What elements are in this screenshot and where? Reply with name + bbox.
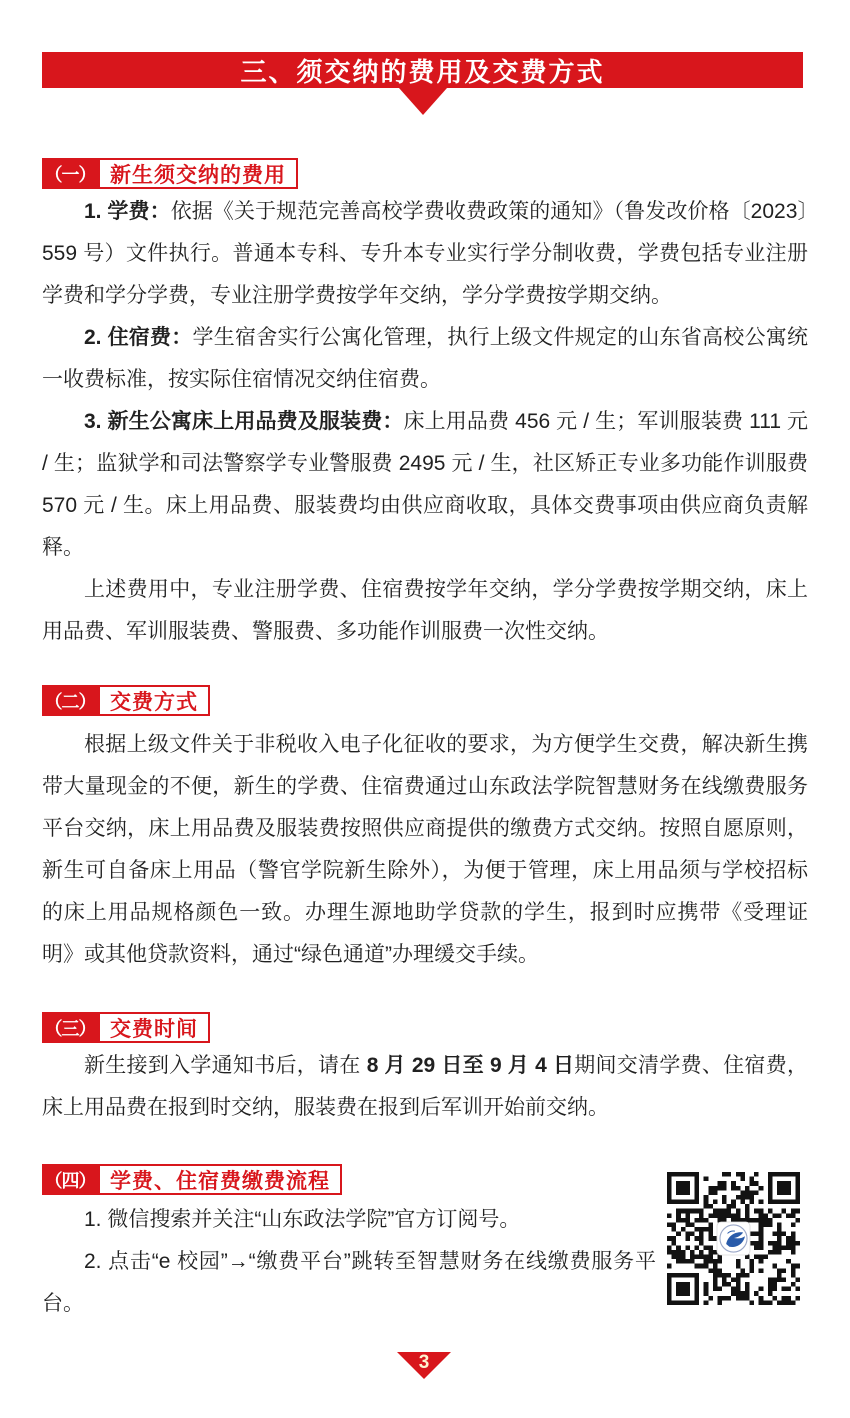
payment-qr-code <box>665 1172 802 1305</box>
paragraph <box>42 724 808 976</box>
paragraph-text: 期间交清学费、住宿费，床上用品费在报到时交纳，服装费在报到后军训开始前交纳。 <box>42 1054 808 1119</box>
section-number-badge: （二） <box>42 685 98 716</box>
paragraph <box>42 317 808 401</box>
section-header-4 <box>42 1164 342 1195</box>
section-title: 新生须交纳的费用 <box>98 158 298 189</box>
section-1-body <box>42 191 808 653</box>
section-title: 交费方式 <box>98 685 210 716</box>
section-header-1 <box>42 158 298 189</box>
paragraph <box>42 191 808 317</box>
page-title-banner <box>42 52 803 88</box>
page-number-marker <box>397 1352 451 1379</box>
section-header-3 <box>42 1012 210 1043</box>
paragraph <box>42 401 808 569</box>
payment-deadline: 8 月 29 日至 9 月 4 日 <box>366 1054 575 1077</box>
page-number: 3 <box>418 1352 430 1373</box>
section-2-body <box>42 724 808 976</box>
list-item: 2. 点击“e 校园”→“缴费平台”跳转至智慧财务在线缴费服务平台。 <box>42 1250 656 1315</box>
section-number-badge: （一） <box>42 158 98 189</box>
paragraph-text: 上述费用中，专业注册学费、住宿费按学年交纳，学分学费按学期交纳，床上用品费、军训服装费、警服费、多功能作训服费一次性交纳。 <box>42 578 808 643</box>
page-title: 三、须交纳的费用及交费方式 <box>240 56 605 87</box>
school-emblem-icon <box>717 1222 750 1255</box>
paragraph-lead: 3. 新生公寓床上用品费及服装费： <box>84 410 404 433</box>
paragraph-text: 床上用品费 456 元 / 生；军训服装费 111 元 / 生；监狱学和司法警察学专业警服费 2495 元 / 生，社区矫正专业多功能作训服费 570 元 / 生。床上用品费、服装费均由供应商收取，具体交费事项由供应商负责解释。 <box>42 410 808 559</box>
paragraph <box>42 569 808 653</box>
list-item: 1. 微信搜索并关注“山东政法学院”官方订阅号。 <box>84 1208 521 1231</box>
section-3-body <box>42 1045 808 1129</box>
banner-pointer-triangle <box>399 88 447 115</box>
section-header-2 <box>42 685 210 716</box>
paragraph-text: 新生接到入学通知书后，请在 <box>84 1054 367 1077</box>
paragraph-text: 学生宿舍实行公寓化管理，执行上级文件规定的山东省高校公寓统一收费标准，按实际住宿情况交纳住宿费。 <box>42 326 808 391</box>
section-title: 学费、住宿费缴费流程 <box>98 1164 342 1195</box>
section-number-badge: （四） <box>42 1164 98 1195</box>
paragraph-lead: 2. 住宿费： <box>84 326 193 349</box>
section-number-badge: （三） <box>42 1012 98 1043</box>
paragraph-text: 依据《关于规范完善高校学费收费政策的通知》（鲁发改价格〔2023〕559 号）文件执行。普通本专科、专升本专业实行学分制收费，学费包括专业注册学费和学分学费，专业注册学费按学年交纳，学分学费按学期交纳。 <box>42 200 808 307</box>
section-title: 交费时间 <box>98 1012 210 1043</box>
paragraph <box>42 1045 808 1129</box>
paragraph-text: 根据上级文件关于非税收入电子化征收的要求，为方便学生交费，解决新生携带大量现金的不便，新生的学费、住宿费通过山东政法学院智慧财务在线缴费服务平台交纳，床上用品费及服装费按照供应商提供的缴费方式交纳。按照自愿原则，新生可自备床上用品（警官学院新生除外），为便于管理，床上用品须与学校招标的床上用品规格颜色一致。办理生源地助学贷款的学生，报到时应携带《受理证明》或其他贷款资料，通过“绿色通道”办理缓交手续。 <box>42 733 808 966</box>
paragraph-lead: 1. 学费： <box>84 200 171 223</box>
